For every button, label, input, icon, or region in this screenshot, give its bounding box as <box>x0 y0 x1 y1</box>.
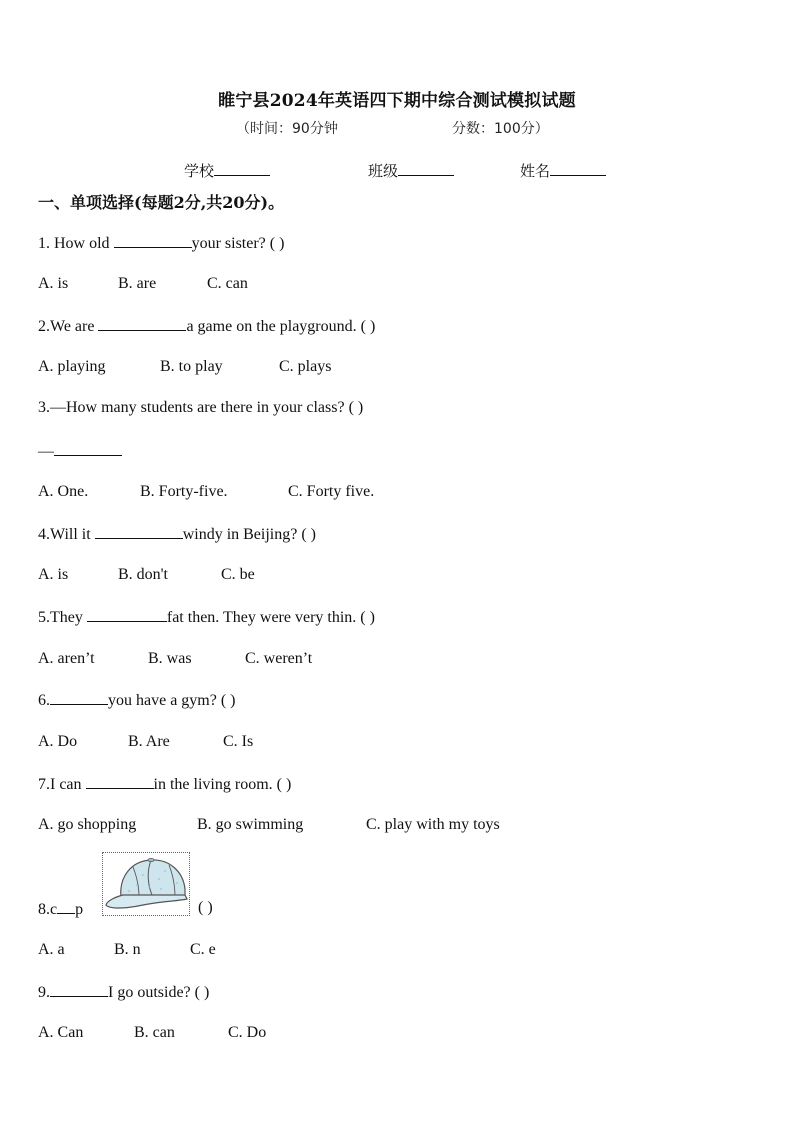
class-field <box>368 160 454 181</box>
option-a[interactable]: A. is <box>38 566 69 583</box>
cap-icon <box>103 853 189 915</box>
answer-blank[interactable] <box>87 607 167 622</box>
option-a[interactable]: A. One. <box>38 483 89 500</box>
name-label: 姓名 <box>520 162 551 180</box>
option-c[interactable]: C. weren’t <box>245 650 313 667</box>
question-7: 7.I can in the living room. ( ) <box>38 776 292 793</box>
name-blank[interactable] <box>550 161 606 176</box>
school-field <box>184 160 270 181</box>
option-c[interactable]: C. can <box>207 275 248 292</box>
answer-blank[interactable] <box>50 690 108 705</box>
cap-picture <box>102 852 190 916</box>
question-5: 5.They fat then. They were very thin. ( ) <box>38 609 375 626</box>
question-8-paren: ( ) <box>198 899 213 916</box>
option-c[interactable]: C. plays <box>279 358 332 375</box>
option-b[interactable]: B. Are <box>128 733 170 750</box>
answer-blank[interactable] <box>86 774 154 789</box>
school-label: 学校 <box>184 162 215 180</box>
option-a[interactable]: A. Do <box>38 733 78 750</box>
option-b[interactable]: B. n <box>114 941 141 958</box>
page-title: 睢宁县2024年英语四下期中综合测试模拟试题 <box>218 91 576 111</box>
question-6: 6. you have a gym? ( ) <box>38 692 236 709</box>
option-a[interactable]: A. go shopping <box>38 816 137 833</box>
option-a[interactable]: A. a <box>38 941 65 958</box>
option-c[interactable]: C. Forty five. <box>288 483 375 500</box>
name-field <box>520 160 606 181</box>
option-b[interactable]: B. to play <box>160 358 223 375</box>
question-8: 8.c p <box>38 901 84 918</box>
answer-blank[interactable] <box>57 899 75 914</box>
option-b[interactable]: B. can <box>134 1024 175 1041</box>
option-b[interactable]: B. don't <box>118 566 168 583</box>
option-b[interactable]: B. are <box>118 275 157 292</box>
answer-blank[interactable] <box>98 316 186 331</box>
question-1: 1. How old your sister? ( ) <box>38 235 285 252</box>
option-b[interactable]: B. go swimming <box>197 816 304 833</box>
answer-blank[interactable] <box>54 441 122 456</box>
exam-score: 分数：100分） <box>452 121 549 137</box>
section-title: 一、单项选择(每题2分,共20分)。 <box>38 193 285 212</box>
option-b[interactable]: B. Forty-five. <box>140 483 228 500</box>
answer-blank[interactable] <box>95 524 183 539</box>
option-a[interactable]: A. aren’t <box>38 650 95 667</box>
option-a[interactable]: A. Can <box>38 1024 84 1041</box>
question-2: 2.We are a game on the playground. ( ) <box>38 318 376 335</box>
class-blank[interactable] <box>398 161 454 176</box>
option-a[interactable]: A. playing <box>38 358 106 375</box>
option-c[interactable]: C. play with my toys <box>366 816 500 833</box>
answer-blank[interactable] <box>114 233 192 248</box>
class-label: 班级 <box>368 162 399 180</box>
option-c[interactable]: C. Do <box>228 1024 267 1041</box>
option-c[interactable]: C. e <box>190 941 216 958</box>
option-a[interactable]: A. is <box>38 275 69 292</box>
answer-line: — <box>38 441 122 461</box>
exam-time: （时间：90分钟 <box>236 121 338 137</box>
question-4: 4.Will it windy in Beijing? ( ) <box>38 526 316 543</box>
question-3: 3.—How many students are there in your class? ( ) <box>38 399 364 416</box>
option-b[interactable]: B. was <box>148 650 192 667</box>
question-9: 9. I go outside? ( ) <box>38 984 210 1001</box>
school-blank[interactable] <box>214 161 270 176</box>
option-c[interactable]: C. Is <box>223 733 254 750</box>
option-c[interactable]: C. be <box>221 566 255 583</box>
answer-blank[interactable] <box>50 982 108 997</box>
